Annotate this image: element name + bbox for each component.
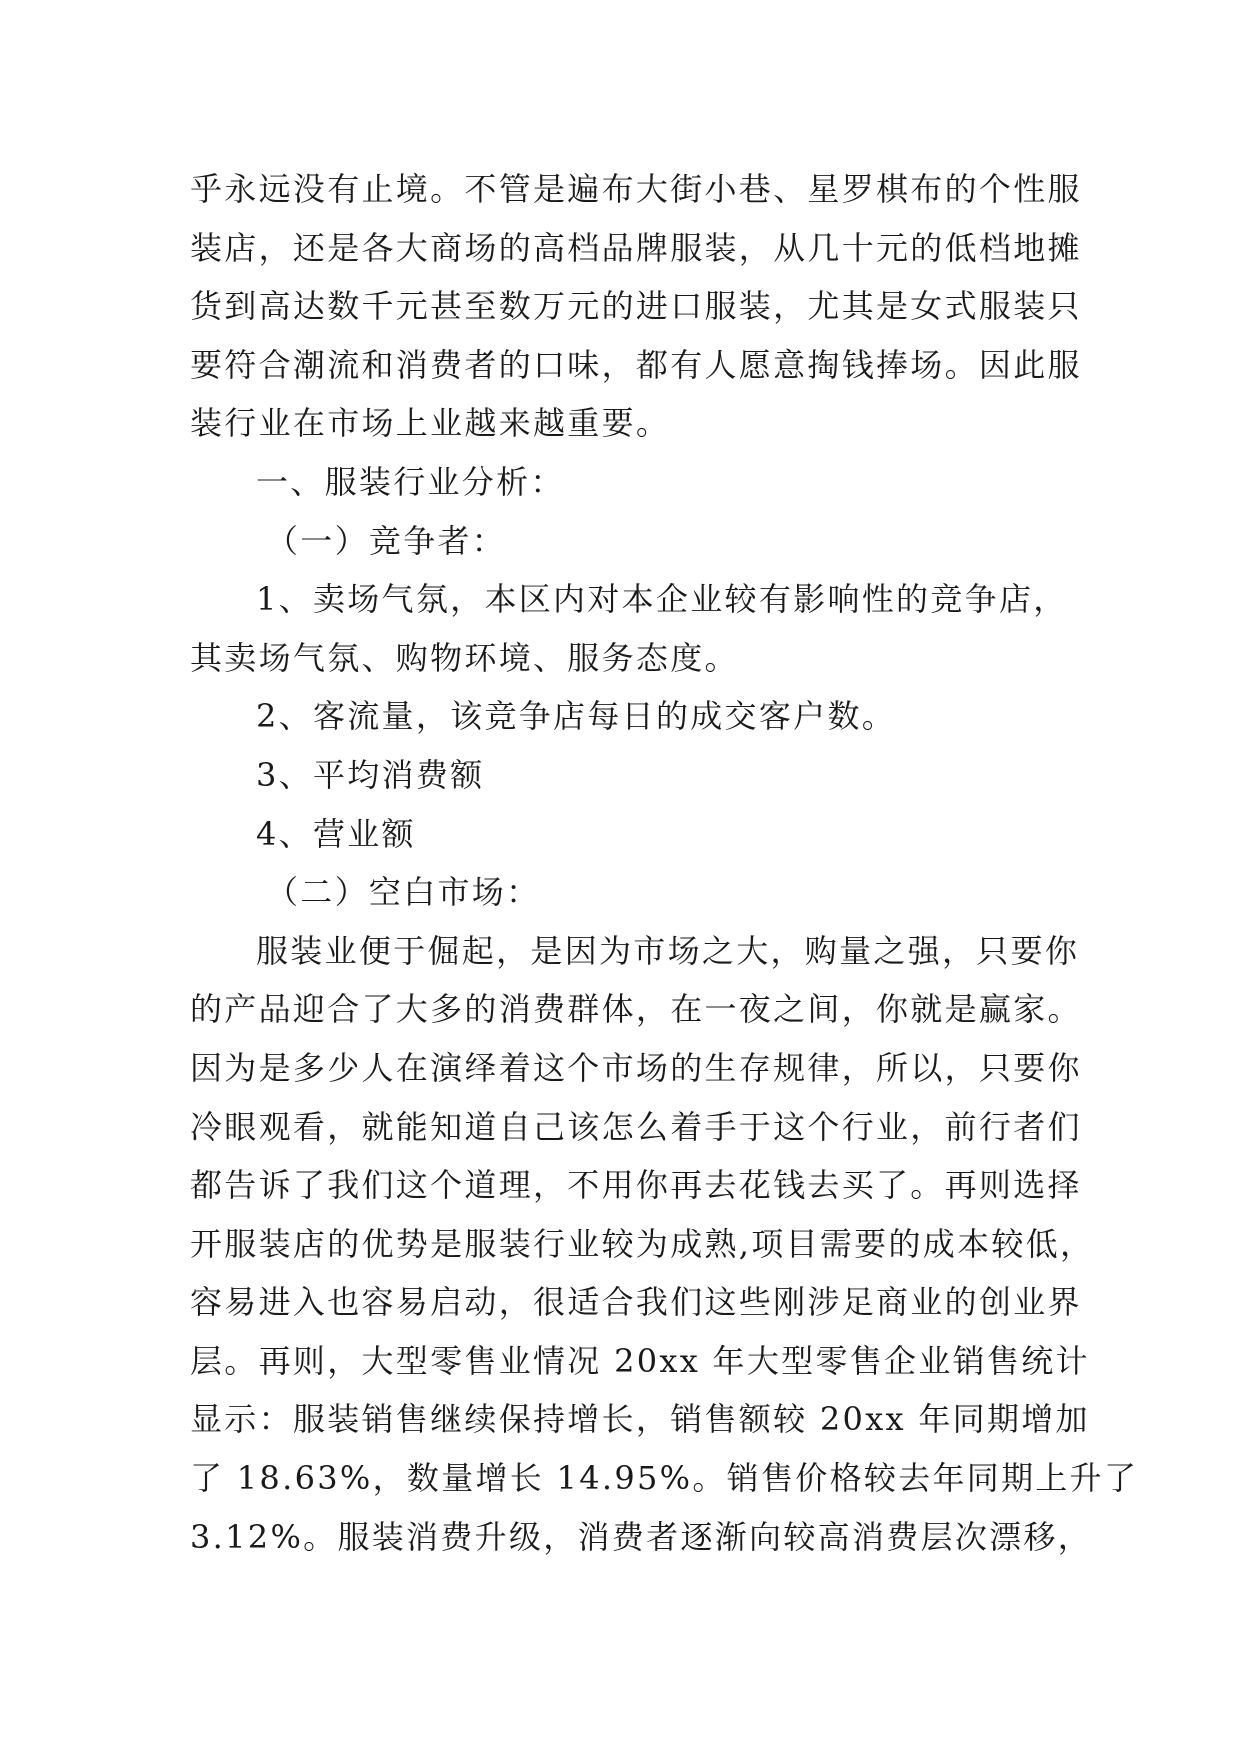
text-line: 都告诉了我们这个道理，不用你再去花钱去买了。再则选择 [190,1166,1082,1205]
text-line: 开服装店的优势是服装行业较为成熟,项目需要的成本较低， [190,1224,1095,1263]
text-line: 要符合潮流和消费者的口味，都有人愿意掏钱捧场。因此服 [190,345,1082,384]
text-line: 其卖场气氛、购物环境、服务态度。 [190,638,739,677]
list-item: 2、客流量，该竞争店每日的成交客户数。 [256,697,897,736]
subsection-heading: （一）竞争者： [266,521,507,560]
text-line: 乎永远没有止境。不管是遍布大街小巷、星罗棋布的个性服 [190,170,1082,208]
list-item: 3、平均消费额 [256,755,485,794]
body-text [190,160,1139,1566]
text-line: 容易进入也容易启动，很适合我们这些刚涉足商业的创业界 [190,1283,1082,1322]
text-line: 层。再则，大型零售业情况 20xx 年大型零售企业销售统计 [190,1341,1090,1380]
text-line: 冷眼观看，就能知道自己该怎么着手于这个行业，前行者们 [190,1107,1082,1146]
text-line: 3.12%。服装消费升级，消费者逐渐向较高消费层次漂移， [190,1517,1093,1556]
text-line: 服装业便于倔起，是因为市场之大，购量之强，只要你 [256,931,1080,970]
subsection-heading: （二）空白市场： [266,873,541,912]
list-item: 1、卖场气氛，本区内对本企业较有影响性的竞争店， [256,580,1068,619]
list-item: 4、营业额 [256,814,416,853]
text-line: 装行业在市场上业越来越重要。 [190,404,671,443]
text-line: 了 18.63%，数量增长 14.95%。销售价格较去年同期上升了 [190,1459,1139,1498]
text-line: 因为是多少人在演绎着这个市场的生存规律，所以，只要你 [190,1048,1082,1087]
text-line: 装店，还是各大商场的高档品牌服装，从几十元的低档地摊 [190,228,1082,267]
section-heading: 一、服装行业分析： [256,462,565,501]
text-line: 的产品迎合了大多的消费群体，在一夜之间，你就是赢家。 [190,990,1082,1029]
text-line: 货到高达数千元甚至数万元的进口服装，尤其是女式服装只 [190,287,1082,326]
text-line: 显示：服装销售继续保持增长，销售额较 20xx 年同期增加 [190,1400,1090,1439]
